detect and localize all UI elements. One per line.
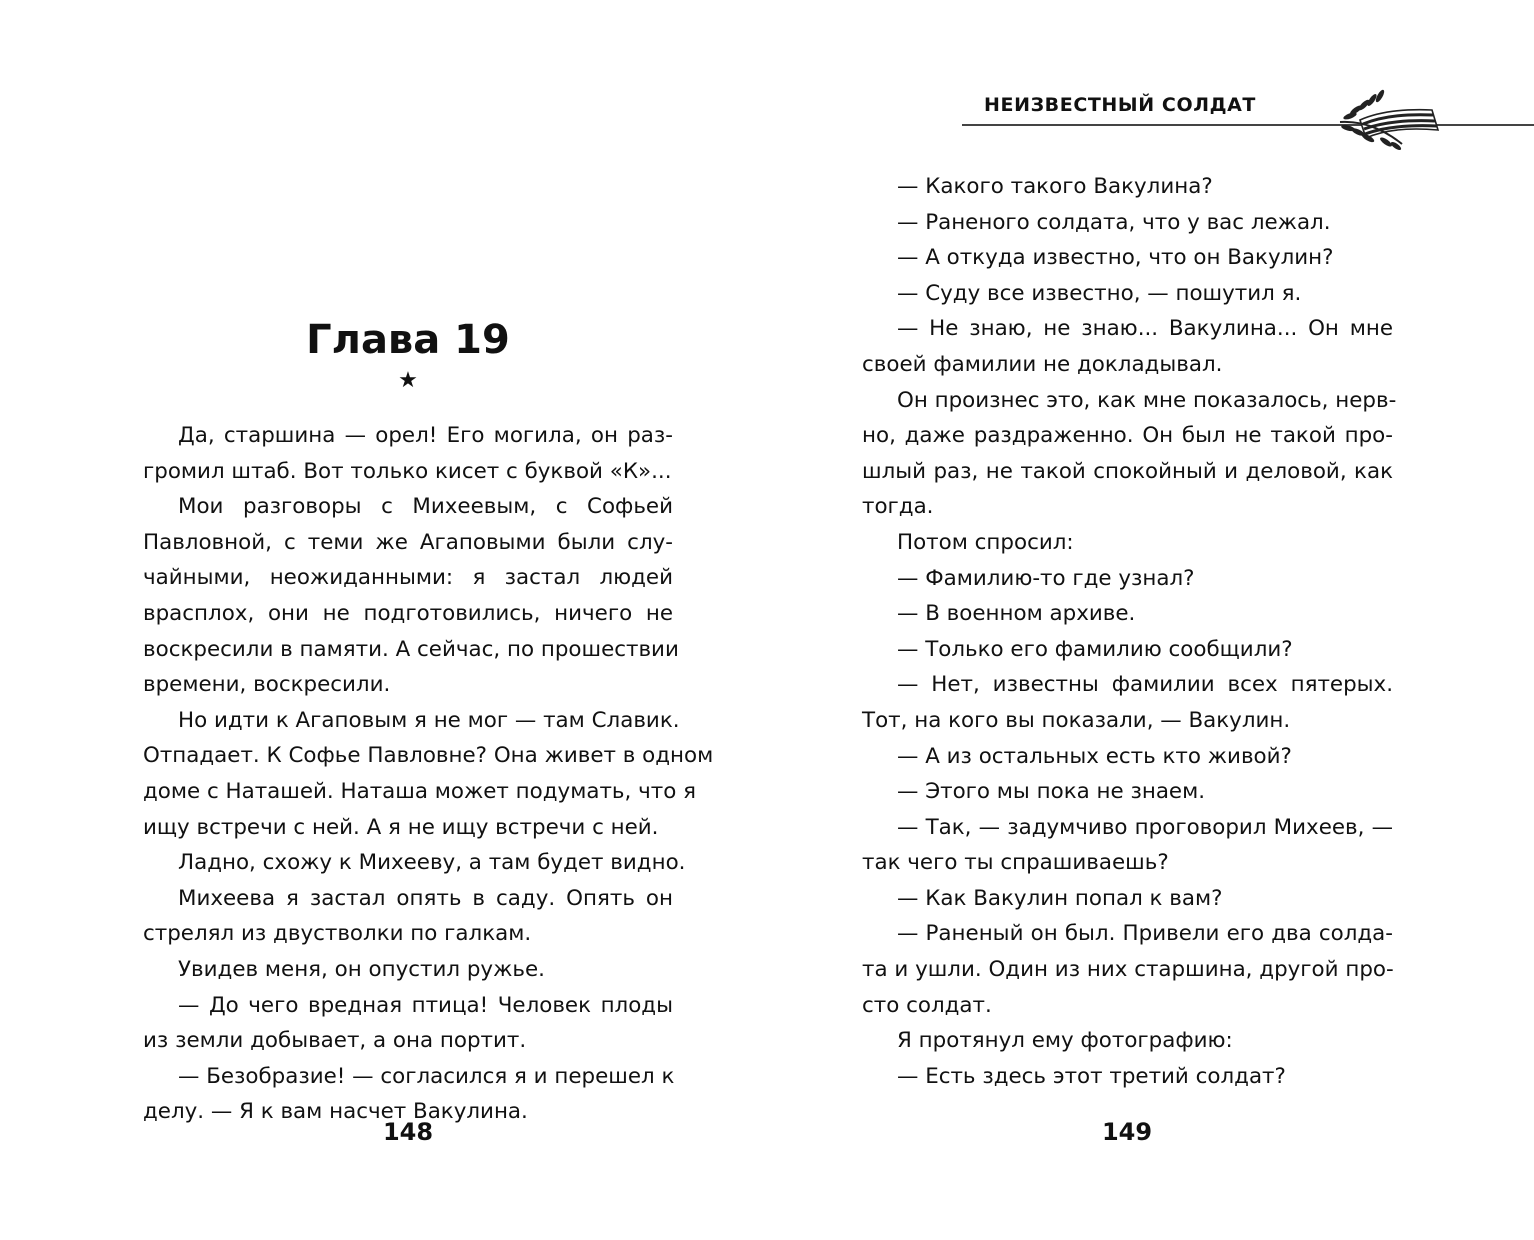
text-line: — Какого такого Вакулина?: [897, 174, 1213, 199]
chapter-title: Глава 19: [306, 317, 510, 363]
text-line: из земли добывает, а она портит.: [143, 1028, 527, 1054]
text-line: — Только его фамилию сообщили?: [897, 636, 1293, 662]
right-page-text: [862, 169, 1397, 1094]
text-line: но, даже раздраженно. Он был не такой про-: [862, 423, 1393, 449]
text-line: Увидев меня, он опустил ружье.: [178, 956, 545, 982]
text-line: — Этого мы пока не знаем.: [897, 779, 1206, 805]
chapter-star-icon: ★: [398, 368, 418, 393]
text-line: Я протянул ему фотографию:: [897, 1028, 1233, 1054]
text-line: воскресили в памяти. А сейчас, по прошествии: [143, 636, 679, 662]
text-line: доме с Наташей. Наташа может подумать, что я: [143, 778, 696, 804]
text-line: громил штаб. Вот только кисет с буквой «К»...: [143, 458, 672, 484]
text-line: Отпадает. К Софье Павловне? Она живет в одном: [143, 743, 714, 769]
text-line: — А из остальных есть кто живой?: [897, 743, 1292, 769]
text-line: делу. — Я к вам насчет Вакулина.: [143, 1099, 528, 1125]
running-header: [962, 86, 1534, 146]
text-line: тогда.: [862, 494, 934, 520]
text-line: шлый раз, не такой спокойный и деловой, как: [862, 458, 1393, 484]
right-page: [767, 0, 1534, 1240]
text-line: сто солдат.: [862, 992, 992, 1018]
text-line: — А откуда известно, что он Вакулин?: [897, 245, 1334, 271]
text-line: — Как Вакулин попал к вам?: [897, 885, 1223, 911]
left-page-text: [143, 418, 714, 1130]
text-line: Потом спросил:: [897, 529, 1074, 555]
text-line: — В военном архиве.: [897, 601, 1136, 627]
text-line: ищу встречи с ней. А я не ищу встречи с ней.: [143, 814, 659, 840]
text-line: своей фамилии не докладывал.: [862, 351, 1223, 377]
text-line: Но идти к Агаповым я не мог — там Славик.: [178, 707, 680, 733]
ribbon-icon: [1360, 110, 1438, 138]
text-line: — Суду все известно, — пошутил я.: [897, 280, 1302, 306]
text-line: — Раненого солдата, что у вас лежал.: [897, 209, 1331, 235]
text-line: так чего ты спрашиваешь?: [862, 850, 1169, 876]
text-line: Он произнес это, как мне показалось, нерв-: [897, 387, 1397, 413]
text-line: Мои разговоры с Михеевым, с Софьей: [178, 494, 673, 520]
text-line: — Раненый он был. Привели его два солда-: [897, 921, 1393, 947]
text-line: чайными, неожиданными: я застал людей: [143, 565, 673, 591]
text-line: Михеева я застал опять в саду. Опять он: [178, 885, 673, 911]
text-line: — Безобразие! — согласился я и перешел к: [178, 1063, 675, 1089]
text-line: врасплох, они не подготовились, ничего не: [143, 600, 673, 626]
text-line: — Фамилию-то где узнал?: [897, 565, 1195, 591]
text-line: — До чего вредная птица! Человек плоды: [178, 992, 673, 1018]
text-line: Да, старшина — орел! Его могила, он раз-: [178, 423, 673, 448]
header-rule: [962, 124, 1534, 126]
text-line: Тот, на кого вы показали, — Вакулин.: [862, 707, 1291, 733]
running-header-title: НЕИЗВЕСТНЫЙ СОЛДАТ: [983, 94, 1256, 116]
text-line: Павловной, с теми же Агаповыми были слу-: [143, 529, 673, 555]
laurel-ribbon-emblem-icon: [1332, 86, 1442, 150]
text-line: — Так, — задумчиво проговорил Михеев, —: [897, 814, 1393, 840]
text-line: времени, воскресили.: [143, 672, 391, 698]
text-line: та и ушли. Один из них старшина, другой про-: [862, 957, 1394, 983]
page-number-right: 149: [1101, 1118, 1153, 1146]
text-line: — Нет, известны фамилии всех пятерых.: [897, 672, 1393, 698]
text-line: — Не знаю, не знаю... Вакулина... Он мне: [897, 316, 1393, 342]
text-line: стрелял из двустволки по галкам.: [143, 921, 532, 947]
text-line: — Есть здесь этот третий солдат?: [897, 1063, 1286, 1089]
text-line: Ладно, схожу к Михееву, а там будет видно.: [178, 850, 686, 876]
page-number-left: 148: [382, 1118, 434, 1146]
